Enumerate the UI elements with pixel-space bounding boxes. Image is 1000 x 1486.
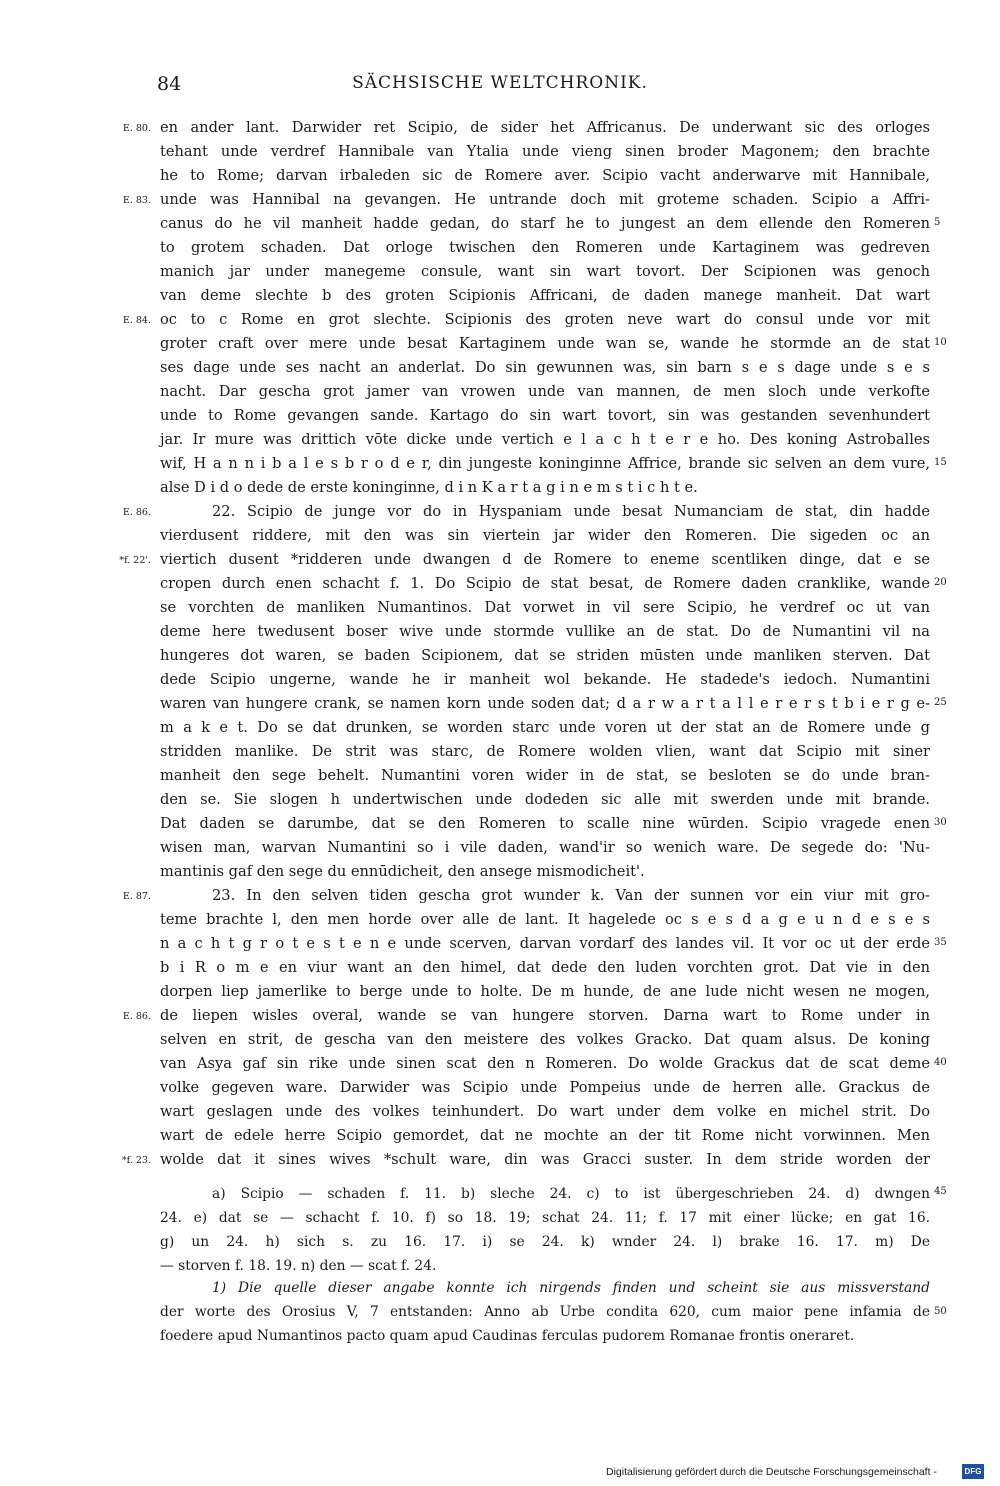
line-number: 20 [934,577,947,588]
text-line: van deme slechte b des groten Scipionis Affricani, de daden manege manheit. Dat wart [160,287,930,304]
margin-reference: E. 86. [122,507,151,518]
text-line: wif, H a n n i b a l e s b r o d e r, din jungeste koninginne Affrice, brande sic selven an dem vure, [160,455,930,472]
text-line: manich jar under manegeme consule, want sin wart tovort. Der Scipionen was genoch [160,263,930,280]
margin-reference: E. 80. [122,123,151,134]
text-line: nacht. Dar gescha grot jamer van vrowen unde van mannen, de men sloch unde verkofte [160,383,930,400]
line-number: 35 [934,937,947,948]
text-line: unde was Hannibal na gevangen. He untrande doch mit groteme schaden. Scipio a Affri- [160,191,930,208]
line-number: 15 [934,457,947,468]
text-line: hungeres dot waren, se baden Scipionem, dat se striden mūsten unde manliken sterven. Dat [160,647,930,664]
text-line: waren van hungere crank, se namen korn unde soden dat; d a r w a r t a l l e r e r s t b i e r g e- [160,695,930,712]
text-line: alse D i d o dede de erste koninginne, d i n K a r t a g i n e m s t i c h t e. [160,479,698,496]
margin-reference: E. 84. [122,315,151,326]
digitization-credit: Digitalisierung gefördert durch die Deutsche Forschungsgemeinschaft - [606,1466,937,1478]
text-line: dede Scipio ungerne, wande he ir manheit wol bekande. He stadede's iedoch. Numantini [160,671,930,688]
apparatus-line: — storven f. 18. 19. n) den — scat f. 24. [160,1258,437,1274]
apparatus-line: g) un 24. h) sich s. zu 16. 17. i) se 24. k) wnder 24. l) brake 16. 17. m) De [160,1234,930,1250]
text-line: he to Rome; darvan irbaleden sic de Romere aver. Scipio vacht anderwarve mit Hannibale, [160,167,930,184]
text-line: stridden manlike. De strit was starc, de Romere wolden vlien, want dat Scipio mit siner [160,743,930,760]
text-line: dorpen liep jamerlike to berge unde to holte. De m hunde, de ane lude nicht wesen ne mogen, [160,983,930,1000]
text-line: Dat daden se darumbe, dat se den Romeren to scalle nine wūrden. Scipio vragede enen [160,815,930,832]
note-line: der worte des Orosius V, 7 entstanden: Anno ab Urbe condita 620, cum maior pene infamia de [160,1304,930,1320]
text-line: teme brachte l, den men horde over alle de lant. It hagelede oc s e s d a g e u n d e s e s [160,911,930,928]
text-line: manheit den sege behelt. Numantini voren wider in de stat, se besloten se do unde bran- [160,767,930,784]
note-line: 1) Die quelle dieser angabe konnte ich nirgends finden und scheint sie aus missverstand [212,1280,930,1296]
margin-reference: *f. 23. [121,1155,151,1166]
line-number: 40 [934,1057,947,1068]
text-line: volke gegeven ware. Darwider was Scipio unde Pompeius unde de herren alle. Grackus de [160,1079,930,1096]
margin-reference: E. 87. [122,891,151,902]
text-line: jar. Ir mure was drittich vōte dicke unde vertich e l a c h t e r e ho. Des koning Astroballes [160,431,930,448]
text-line: cropen durch enen schacht f. 1. Do Scipio de stat besat, de Romere daden cranklike, wande [160,575,930,592]
text-line: to grotem schaden. Dat orloge twischen den Romeren unde Kartaginem was gedreven [160,239,930,256]
text-line: unde to Rome gevangen sande. Kartago do sin wart tovort, sin was gestanden sevenhundert [160,407,930,424]
text-line: b i R o m e en viur want an den himel, dat dede den luden vorchten grot. Dat vie in den [160,959,930,976]
text-line: se vorchten de manliken Numantinos. Dat vorwet in vil sere Scipio, he verdref oc ut van [160,599,930,616]
page-number: 84 [157,73,182,95]
text-line: canus do he vil manheit hadde gedan, do starf he to jungest an dem ellende den Romeren [160,215,930,232]
text-line: wart geslagen unde des volkes teinhundert. Do wart under dem volke en michel strit. Do [160,1103,930,1120]
text-line: wart de edele herre Scipio gemordet, dat ne mochte an der tit Rome nicht vorwinnen. Men [160,1127,930,1144]
margin-reference: E. 86. [122,1011,151,1022]
text-line: wolde dat it sines wives *schult ware, din was Gracci suster. In dem stride worden der [160,1151,930,1168]
margin-reference: E. 83. [122,195,151,206]
line-number: 5 [934,217,941,228]
margin-reference: *f. 22'. [119,555,151,566]
line-number: 25 [934,697,947,708]
text-line: groter craft over mere unde besat Kartaginem unde wan se, wande he stormde an de stat [160,335,930,352]
text-line: m a k e t. Do se dat drunken, se worden starc unde voren ut der stat an de Romere unde g [160,719,930,736]
text-line: en ander lant. Darwider ret Scipio, de sider het Affricanus. De underwant sic des orloges [160,119,930,136]
text-line: tehant unde verdref Hannibale van Ytalia unde vieng sinen broder Magonem; den brachte [160,143,930,160]
text-line: deme here twedusent boser wive unde stormde vullike an de stat. Do de Numantini vil na [160,623,930,640]
dfg-logo: DFG [962,1464,984,1479]
text-line: den se. Sie slogen h undertwischen unde dodeden sic alle mit swerden unde mit brande. [160,791,930,808]
text-line: mantinis gaf den sege du ennūdicheit, den ansege mismodicheit'. [160,863,645,880]
text-line: viertich dusent *ridderen unde dwangen d de Romere to eneme scentliken dinge, dat e se [160,551,930,568]
apparatus-line: 24. e) dat se — schacht f. 10. f) so 18. 19; schat 24. 11; f. 17 mit einer lücke; en gat 16. [160,1210,930,1226]
text-line: van Asya gaf sin rike unde sinen scat den n Romeren. Do wolde Grackus dat de scat deme [160,1055,930,1072]
text-line: ses dage unde ses nacht an anderlat. Do sin gewunnen was, sin barn s e s dage unde s e s [160,359,930,376]
running-title: SÄCHSISCHE WELTCHRONIK. [352,73,648,93]
note-line: foedere apud Numantinos pacto quam apud Caudinas ferculas pudorem Romanae frontis oneraret. [160,1328,855,1344]
text-line: wisen man, warvan Numantini so i vile daden, wand'ir so wenich ware. De segede do: 'Nu- [160,839,930,856]
text-line: de liepen wisles overal, wande se van hungere storven. Darna wart to Rome under in [160,1007,930,1024]
apparatus-line: a) Scipio — schaden f. 11. b) sleche 24. c) to ist übergeschrieben 24. d) dwngen [212,1186,930,1202]
text-line: selven en strit, de gescha van den meistere des volkes Gracko. Dat quam alsus. De koning [160,1031,930,1048]
text-line: 22. Scipio de junge vor do in Hyspaniam unde besat Numanciam de stat, din hadde [212,503,930,520]
line-number: 50 [934,1306,947,1317]
text-line: n a c h t g r o t e s t e n e unde scerven, darvan vordarf des landes vil. It vor oc ut der erde [160,935,930,952]
text-line: vierdusent riddere, mit den was sin viertein jar wider den Romeren. Die sigeden oc an [160,527,930,544]
text-line: oc to c Rome en grot slechte. Scipionis des groten neve wart do consul unde vor mit [160,311,930,328]
line-number: 30 [934,817,947,828]
line-number: 10 [934,337,947,348]
text-line: 23. In den selven tiden gescha grot wunder k. Van der sunnen vor ein viur mit gro- [212,887,930,904]
line-number: 45 [934,1186,947,1197]
